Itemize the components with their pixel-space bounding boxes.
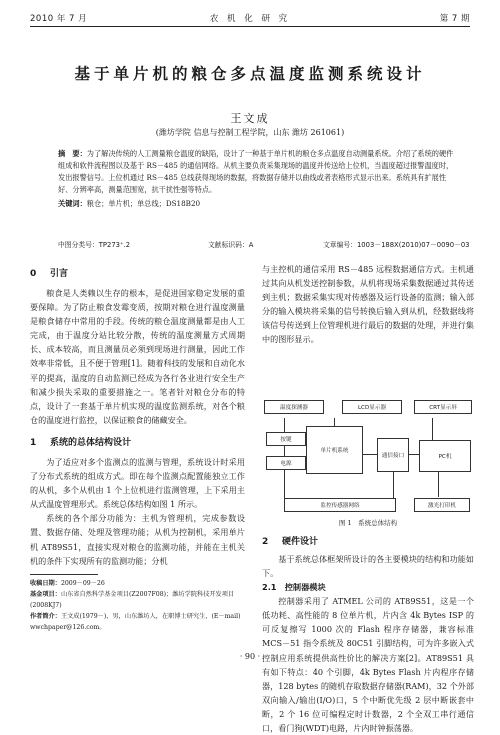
fig-box-sensor-network: 监控传感器网络	[284, 498, 396, 512]
section-heading-structure: 1 系统的总体结构设计	[30, 437, 132, 448]
structure-paragraph-1: 为了适应对多个监测点的监测与管理，系统设计时采用了分布式系统的组成方式。即在每个监测点配置能独立工作的从机，多个从机由 1 个上位机进行监测管理，上下采用主从式温度管理形式。系统总体结构如图 1 所示。	[30, 456, 245, 510]
abstract-text: 为了解决传统的人工测量粮仓温度的缺陷，设计了一种基于单片机的粮仓多点温度自动测量系统。介绍了系统的硬件组成和软件流程图以及基于 RS－485 的通信网络。从机主要负责采集现场的温度并传送给上位机，当温度超过报警温度时，发出报警信号。上位机通过 RS－485 总线获得现场的数据，将数据存储并以曲线或者表格形式显示出来。系统具有扩展性好、分辨率高，测量范围宽，抗干扰性强等特点。	[58, 149, 454, 194]
received-date: 2009－09－26	[60, 580, 105, 587]
fig-box-lcd: LCD显示器	[342, 400, 402, 414]
section-heading-hardware: 2 硬件设计	[262, 537, 319, 547]
author-name: 王文成	[230, 112, 270, 125]
fig-box-mcu: 单片机系统	[306, 426, 363, 474]
article-id: 文章编号：1003－188X(2010)07－0090－03	[323, 241, 470, 249]
header-date: 2010 年 7 月	[30, 14, 88, 24]
fig-box-comm: 通信接口	[377, 438, 409, 472]
header-rule	[30, 26, 470, 27]
affiliation: (潍坊学院 信息与控制工程学院，山东 潍坊 261061)	[155, 128, 345, 137]
document-code: 文献标识码：A	[208, 241, 254, 249]
figure-system-structure	[262, 398, 474, 514]
running-header	[30, 12, 470, 26]
left-column	[30, 262, 245, 568]
keywords-text: 粮仓；单片机；单总线；DS18B20	[86, 199, 201, 208]
header-journal: 农 机 化 研 究	[209, 14, 291, 24]
page-number: · 90 ·	[239, 652, 261, 661]
right-column-top	[262, 262, 474, 347]
keywords	[58, 198, 456, 210]
controller-paragraph: 控制器采用了 ATMEL 公司的 AT89S51，这是一个低功耗、高性能的 8 位单片机，片内含 4k Bytes ISP 的可反复擦写 1000 次的 Flash 程序存储器，兼容标准 MCS－51 指令系统及 80C51 引脚结构，可为许多嵌入式控制应用系统提供高性价比的解决方案[2]。AT89S51 具有如下特点：40 个引脚，4k Bytes Flash 片内程序存储器，128 bytes 的随机存取数据存储器(RAM)，32 个外部双向输入/输出(I/O)口，5 个中断优先级 2 层中断嵌套中断，2 个 16 位可编程定时计数器，2 个全双工串行通信口，看门狗(WDT)电路，片内时钟振荡器。	[262, 596, 474, 734]
header-issue: 第 7 期	[439, 14, 470, 24]
right-column-bottom	[262, 532, 474, 735]
hardware-intro: 基于系统总体框架所设计的各主要模块的结构和功能如下。	[262, 554, 474, 579]
fund-info: 山东省自然科学基金项目(Z2007F08)；潍坊学院科技开发项目(2008KJ7)	[30, 591, 235, 609]
figure-caption: 图 1 系统总体结构	[338, 519, 398, 527]
structure-paragraph-continued: 与主控机的通信采用 RS－485 远程数据通信方式。主机通过其向从机发送控制参数，从机将现场采集数据通过其传送到主机；数据采集实现对传感器及运行设备的监测；输入部分的输入模块将采集的信号转换后输入到从机，经数据线将该信号传送到上位管理机进行最后的数据的处理，并进行集中的图形显示。	[262, 264, 474, 345]
fig-box-power: 电源	[266, 456, 306, 470]
subsection-heading-controller: 2.1 控制器模块	[262, 582, 326, 593]
footnote: 收稿日期：2009－09－26 基金项目：山东省自然科学基金项目(Z2007F08)；潍坊学院科技开发项目(2008KJ7) 作者简介：王文成(1979－)，男，山东潍坊人，在职博士研究生，(E－mail) wwchpaper@126.com。	[30, 580, 241, 631]
paper-title: 基于单片机的粮仓多点温度监测系统设计	[74, 65, 426, 83]
keywords-label: 关键词：	[58, 199, 87, 208]
abstract	[58, 148, 456, 210]
author-bio: 王文成(1979－)，男，山东潍坊人，在职博士研究生，(E－mail) wwchpaper@126.com。	[30, 613, 241, 631]
fig-box-pc: PC机	[419, 440, 471, 472]
fig-box-keys: 按键	[266, 432, 306, 446]
section-heading-intro: 0 引言	[30, 269, 69, 279]
structure-paragraph-2: 系统的各个部分功能为：主机为管理机，完成参数设置、数据存储、处理及管理功能；从机为控制机，采用单片机 AT89S51，直接实现对粮仓的监测功能，并能在主机关机的条件下实现所有的监测功能；分机	[30, 513, 245, 566]
fig-box-crt: CRT显示屏	[414, 400, 472, 414]
footnote-rule	[30, 574, 98, 575]
fig-box-temp-probe: 温度探测器	[264, 400, 324, 414]
fig-box-printer: 激光打印机	[414, 498, 470, 512]
abstract-label: 摘 要：	[58, 149, 87, 158]
clc-number: 中图分类号：TP273⁺.2	[58, 241, 131, 249]
intro-paragraph: 粮食是人类赖以生存的根本，是促进国家稳定发展的重要保障。为了防止粮食发霉变质，按期对粮仓进行温度测量是粮食储存中常用的手段。传统的粮仓温度测量都是由人工完成，由于温度分站比较分散，传统的温度测量方式周期长、成本较高，而且测量员必须到现场进行测量，因此工作效率非常低，且不便于管理[1]。随着科技的发展和自动化水平的提高，温度的自动监测已经成为各行各业进行安全生产和减少损失采取的重要措施之一。笔者针对粮仓分布的特点，设计了一套基于单片机实现的温度监测系统，对各个粮仓的温度进行监控，以保证粮食的储藏安全。	[30, 288, 245, 425]
